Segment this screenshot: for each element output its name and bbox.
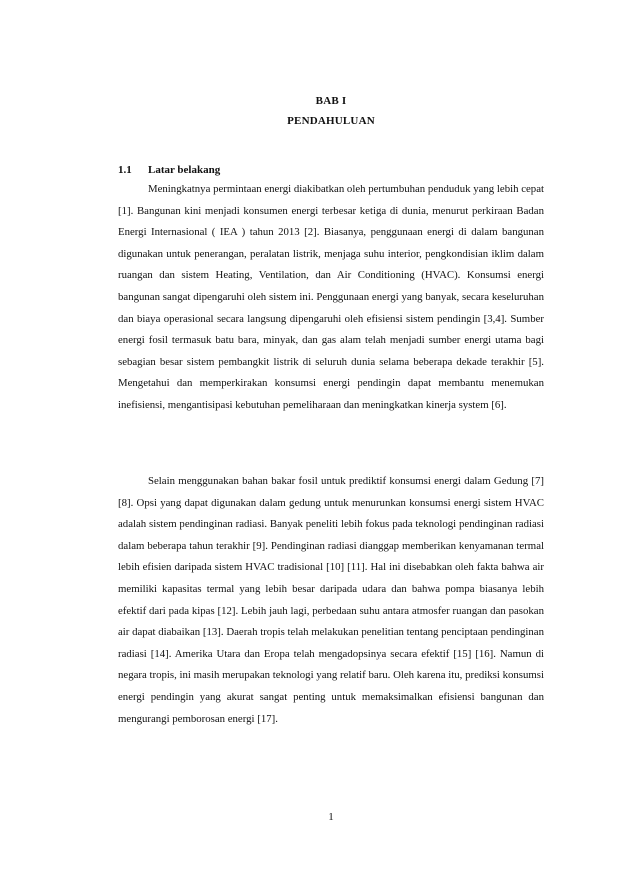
section-number: 1.1 bbox=[118, 164, 132, 176]
chapter-number: BAB I bbox=[315, 95, 347, 107]
chapter-title: PENDAHULUAN bbox=[287, 115, 375, 127]
paragraph: Selain menggunakan bahan bakar fosil untuk prediktif konsumsi energi dalam Gedung [7] [8]. Opsi yang dapat digunakan dalam gedung untuk menurunkan konsumsi energi sistem HVAC adalah sistem pendinginan radiasi. Banyak peneliti lebih fokus pada teknologi pendinginan radiasi dalam beberapa tahun terakhir [9]. Pendinginan radiasi dianggap memberikan kenyamanan termal lebih efisien daripada sistem HVAC tradisional [10] [11]. Hal ini disebabkan oleh fakta bahwa air memiliki kapasitas termal yang lebih besar daripada udara dan bahwa pompa biasanya lebih efektif dari pada kipas [12]. Lebih jauh lagi, perbedaan suhu antara atmosfer ruangan dan pasokan air dapat diabaikan [13]. Daerah tropis telah melakukan penelitian tentang penciptaan pendinginan radiasi [14]. Amerika Utara dan Eropa telah mengadopsinya secara efektif [15] [16]. Namun di negara tropis, ini masih merupakan teknologi yang relatif baru. Oleh karena itu, prediksi konsumsi energi pendingin yang akurat sangat penting untuk memaksimalkan efisiensi bangunan dan mengurangi pemborosan energi [17]. bbox=[118, 475, 544, 725]
paragraph: Meningkatnya permintaan energi diakibatkan oleh pertumbuhan penduduk yang lebih cepat [1]. Bangunan kini menjadi konsumen energi terbesar ketiga di dunia, menurut perkiraan Badan Energi Internasional ( IEA ) tahun 2013 [2]. Biasanya, penggunaan energi di dalam bangunan digunakan untuk penerangan, peralatan listrik, menjaga suhu interior, pengkondisian iklim dalam ruangan dan sistem Heating, Ventilation, dan Air Conditioning (HVAC). Konsumsi energi bangunan sangat dipengaruhi oleh sistem ini. Penggunaan energi yang banyak, secara keseluruhan dan biaya operasional secara langsung dipengaruhi oleh efisiensi sistem pendingin [3,4]. Sumber energi fosil termasuk batu bara, minyak, dan gas alam telah menjadi sumber energi utama bagi sebagian besar sistem pembangkit listrik di seluruh dunia selama beberapa dekade terakhir [5]. Mengetahui dan memperkirakan konsumsi energi pendingin dapat membantu menemukan inefisiensi, mengantisipasi kebutuhan pemeliharaan dan meningkatkan kinerja system [6]. bbox=[118, 183, 544, 411]
section-heading bbox=[118, 164, 220, 176]
section-title: Latar belakang bbox=[148, 164, 221, 176]
page-number: 1 bbox=[328, 811, 334, 823]
